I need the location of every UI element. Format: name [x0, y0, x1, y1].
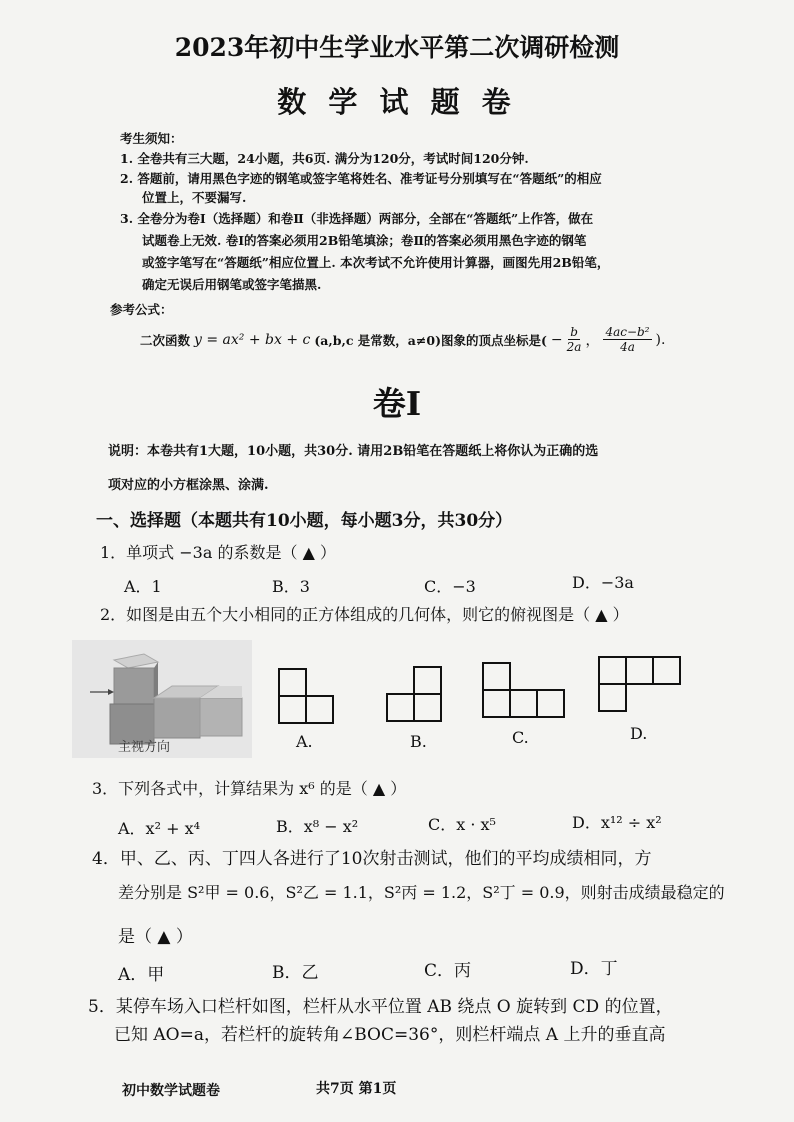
q2-stem: 2．如图是由五个大小相同的正方体组成的几何体，则它的俯视图是（ ▲ ）	[100, 605, 629, 624]
view-d-square-4	[599, 684, 626, 711]
notice-line-2b: 位置上，不要漏写.	[142, 190, 247, 205]
formula-negative: −	[550, 331, 563, 348]
notice-heading: 考生须知：	[120, 131, 183, 146]
formula-heading: 参考公式：	[110, 302, 173, 317]
solid-photo	[72, 640, 252, 758]
q1-option-b: B．3	[272, 577, 310, 596]
q3-stem: 3．下列各式中，计算结果为 x⁶ 的是（ ▲ ）	[92, 779, 407, 798]
cube-bottom-middle	[154, 698, 200, 738]
volume-note-line-1: 说明：本卷共有1大题，10小题，共30分. 请用2B铅笔在答题纸上将你认为正确的选	[108, 444, 599, 459]
q4-option-d: D．丁	[570, 959, 618, 979]
q2-option-c: C.	[512, 728, 529, 747]
q3-option-d: D．x¹² ÷ x²	[572, 813, 662, 832]
fraction-1-numerator: b	[570, 325, 578, 339]
notice-line-2a: 2. 答题前，请用黑色字迹的钢笔或签字笔将姓名、准考证号分别填写在“答题纸”的相应	[120, 171, 602, 186]
q2-option-a: A.	[296, 732, 313, 751]
fraction-2-numerator: 4ac−b²	[605, 325, 650, 339]
cube-bottom-right	[200, 698, 242, 736]
view-a-square-1	[279, 669, 306, 696]
q4-line-2: 差分别是 S²甲 = 0.6，S²乙 = 1.1，S²丙 = 1.2，S²丁 = 0.9，则射击成绩最稳定的	[118, 883, 725, 902]
fraction-1	[567, 325, 582, 354]
top-view-d	[598, 656, 684, 716]
view-c-square-3	[510, 690, 537, 717]
view-b-square-2	[387, 694, 414, 721]
q4-line-3: 是（ ▲ ）	[118, 927, 193, 947]
q2-option-b: B.	[410, 732, 427, 751]
q3-option-b: B．x⁸ − x²	[276, 817, 359, 836]
notice-line-3b: 试题卷上无效. 卷Ⅰ的答案必须用2B铅笔填涂；卷Ⅱ的答案必须用黑色字迹的钢笔	[142, 233, 587, 248]
top-view-b	[386, 666, 446, 722]
view-c-square-4	[537, 690, 564, 717]
fraction-2-denominator: 4a	[620, 340, 635, 354]
view-d-square-1	[599, 657, 626, 684]
view-d-square-2	[626, 657, 653, 684]
formula-condition: (a,b,c 是常数，a≠0)图象的顶点坐标是(	[314, 332, 547, 348]
q3-option-a: A．x² + x⁴	[118, 819, 201, 838]
view-d-square-3	[653, 657, 680, 684]
section-heading: 一、选择题（本题共有10小题，每小题3分，共30分）	[96, 511, 513, 531]
view-a-square-2	[279, 696, 306, 723]
notice-line-3d: 确定无误后用钢笔或签字笔描黑.	[142, 277, 322, 292]
q4-option-a: A．甲	[118, 965, 165, 985]
notice-line-3a: 3. 全卷分为卷Ⅰ（选择题）和卷Ⅱ（非选择题）两部分，全部在“答题纸”上作答，做在	[120, 211, 594, 226]
q1-stem: 1．单项式 −3a 的系数是（ ▲ ）	[100, 543, 336, 562]
q4-line-1: 4．甲、乙、丙、丁四人各进行了10次射击测试，他们的平均成绩相同，方	[92, 849, 652, 869]
formula-prefix: 二次函数	[140, 332, 191, 348]
view-b-square-1	[414, 667, 441, 694]
q5-line-1: 5．某停车场入口栏杆如图，栏杆从水平位置 AB 绕点 O 旋转到 CD 的位置，	[88, 997, 673, 1017]
top-view-a	[278, 668, 338, 724]
view-a-square-3	[306, 696, 333, 723]
top-view-c	[482, 662, 568, 720]
formula-expression: y = ax² + bx + c	[194, 331, 311, 348]
exam-subtitle: 数 学 试 题 卷	[277, 85, 517, 119]
q1-option-d: D．−3a	[572, 573, 634, 592]
view-b-square-3	[414, 694, 441, 721]
cube-top-front	[114, 668, 154, 704]
formula-end: ).	[655, 331, 666, 348]
volume-title: 卷Ⅰ	[372, 384, 422, 423]
q4-option-b: B．乙	[272, 963, 319, 983]
q4-option-c: C．丙	[424, 961, 472, 981]
photo-caption: 主视方向	[118, 740, 171, 755]
notice-line-1: 1. 全卷共有三大题，24小题，共6页. 满分为120分，考试时间120分钟.	[120, 151, 529, 166]
view-c-square-2	[483, 690, 510, 717]
formula-comma: ，	[585, 332, 600, 349]
q3-option-c: C．x · x⁵	[428, 815, 496, 834]
fraction-1-denominator: 2a	[566, 340, 582, 354]
q5-line-2: 已知 AO=a，若栏杆的旋转角∠BOC=36°，则栏杆端点 A 上升的垂直高	[114, 1025, 666, 1045]
view-c-square-1	[483, 663, 510, 690]
volume-note-line-2: 项对应的小方框涂黑、涂满.	[108, 478, 269, 493]
q1-option-a: A．1	[124, 577, 162, 596]
q2-option-d: D.	[630, 724, 648, 743]
exam-title: 2023年初中生学业水平第二次调研检测	[174, 33, 620, 62]
notice-line-3c: 或签字笔写在“答题纸”相应位置上. 本次考试不允许使用计算器，画图先用2B铅笔，	[142, 255, 610, 270]
q1-option-c: C．−3	[424, 577, 476, 596]
footer-page-number: 共7页 第1页	[316, 1081, 397, 1097]
fraction-2	[603, 325, 651, 354]
vertex-formula	[140, 325, 665, 354]
footer-title: 初中数学试题卷	[122, 1083, 220, 1099]
